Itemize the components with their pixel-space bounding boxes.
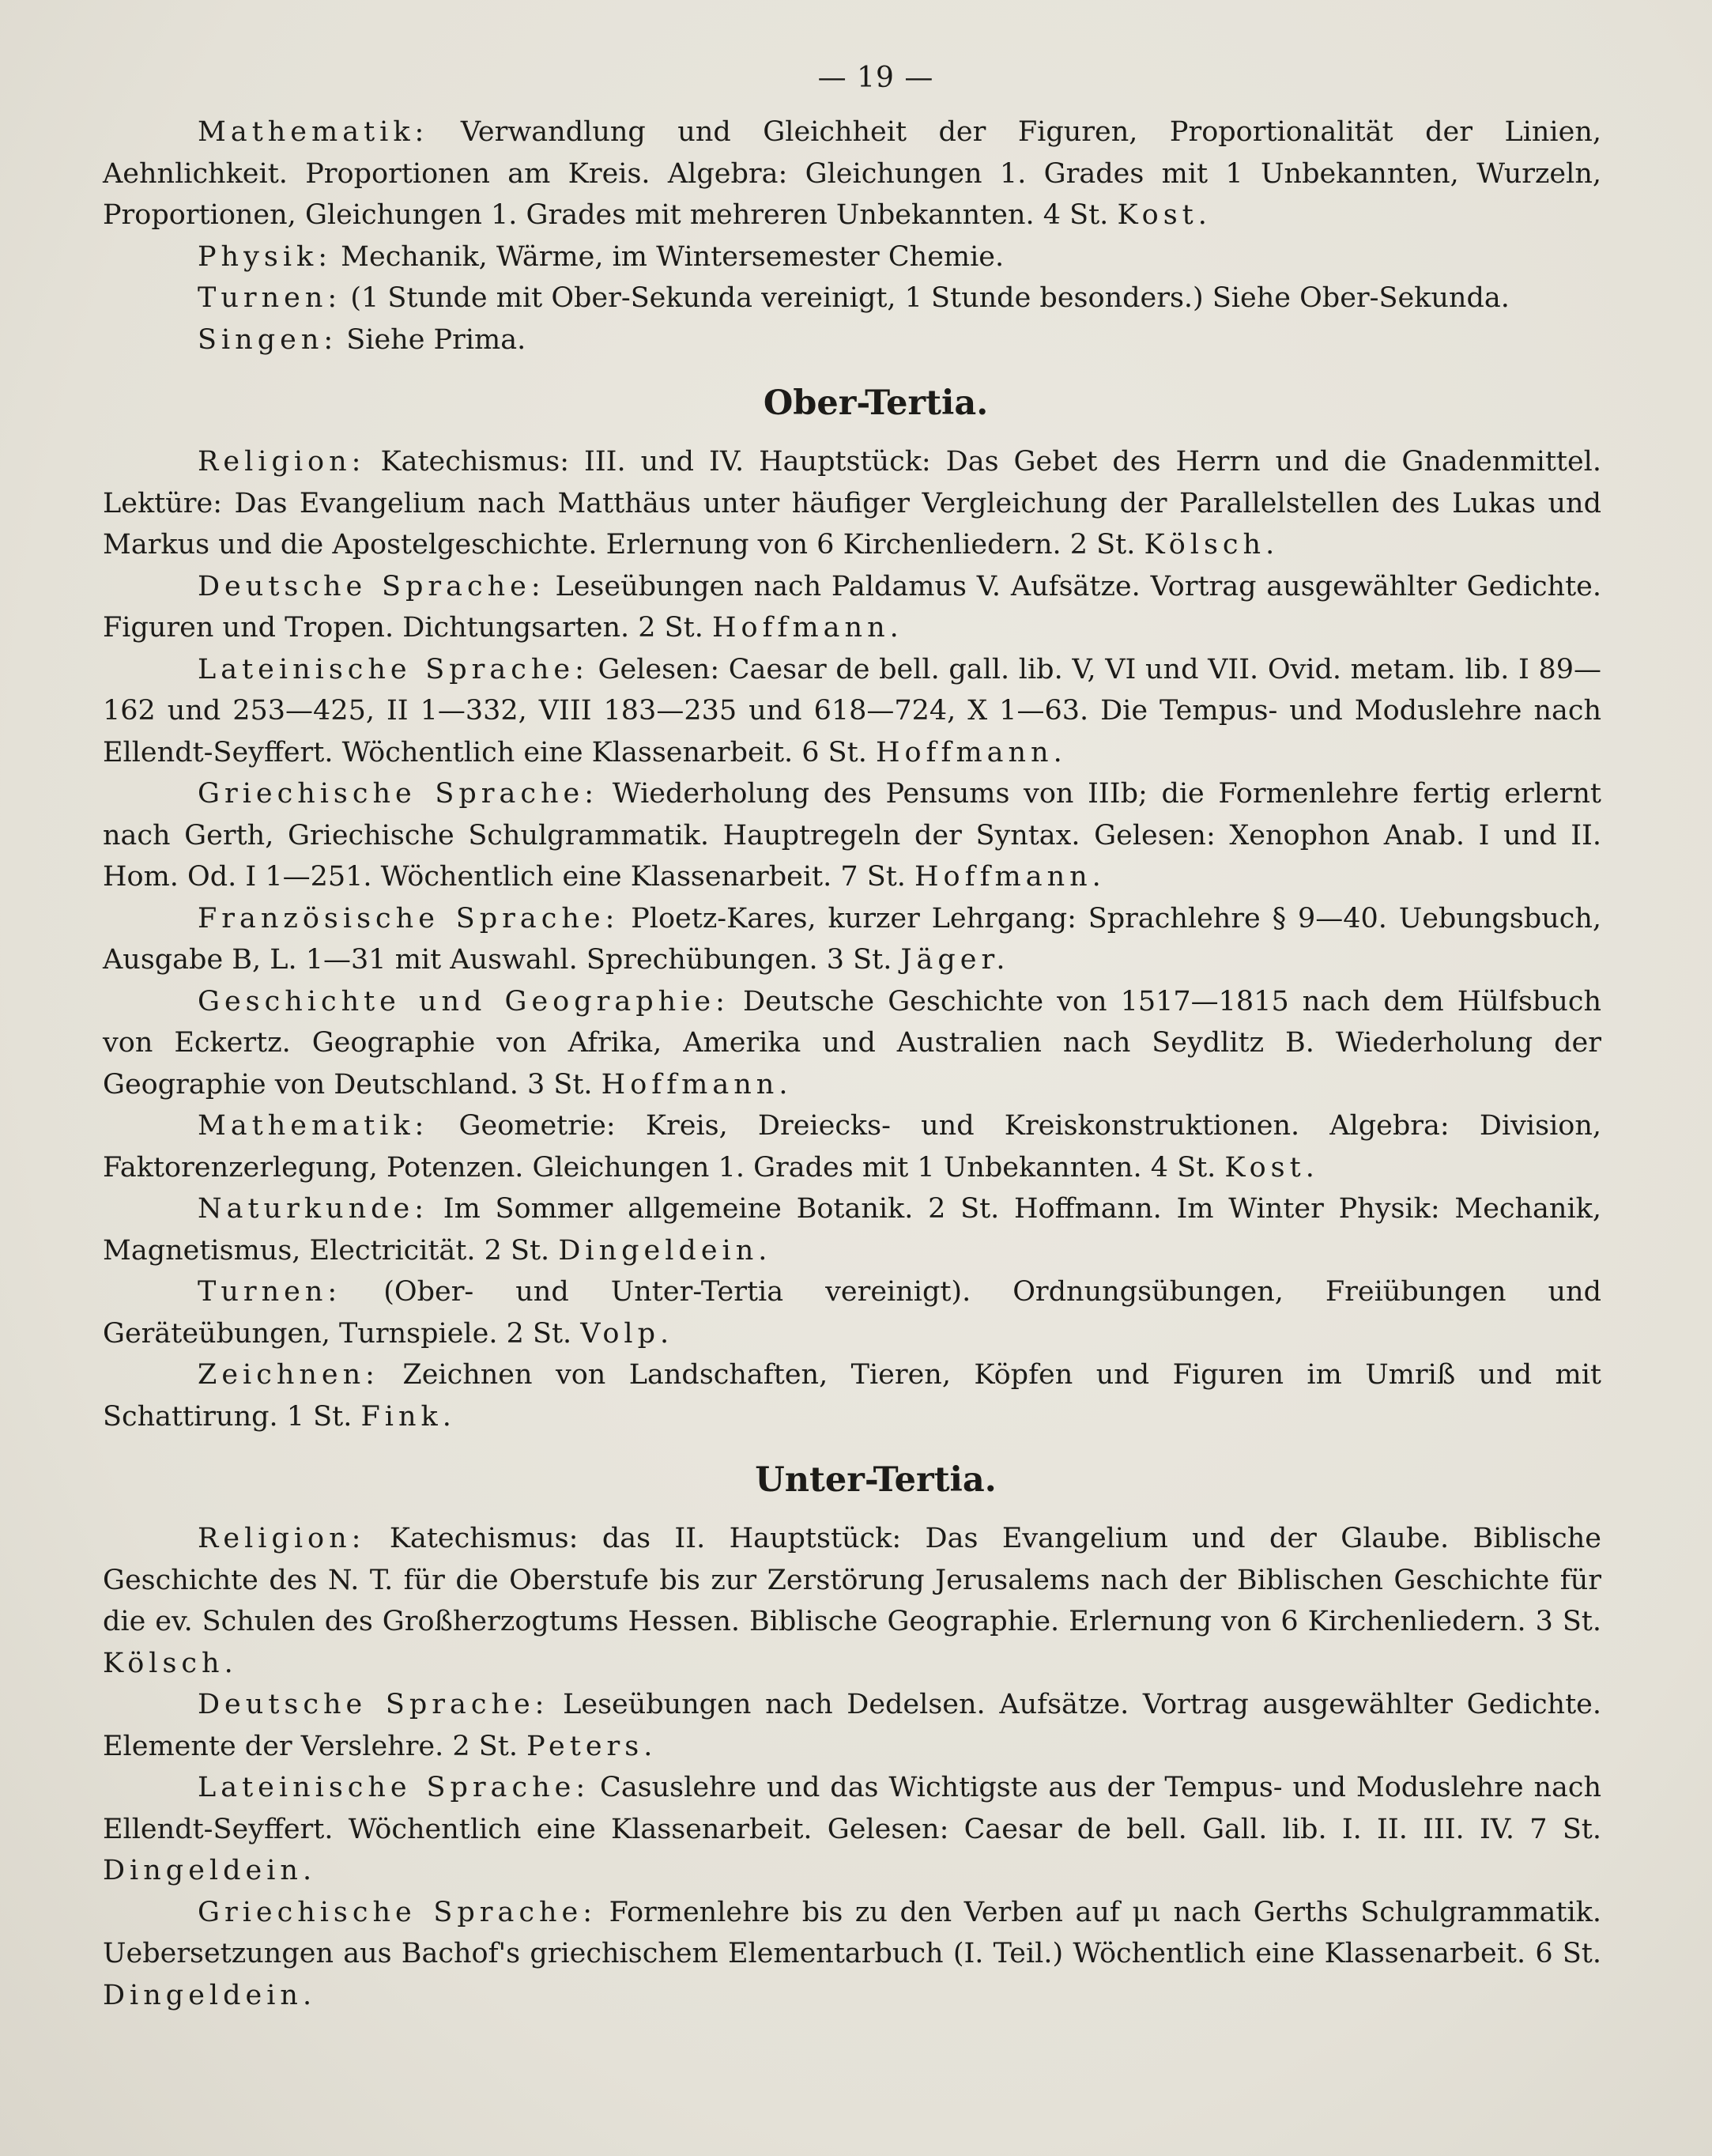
- teacher-name: Dingeldein.: [103, 1979, 317, 2011]
- subject-entry-franzoesisch: [103, 898, 1601, 981]
- subject-text: Zeichnen von Landschaften, Tieren, Köpfen und Figuren im Umriß und mit Schattirung. 1 St.: [103, 1359, 1601, 1433]
- subject-name: Lateinische Sprache:: [198, 1772, 590, 1803]
- subject-entry-griechisch: [103, 773, 1601, 898]
- teacher-name: Volp.: [580, 1317, 674, 1350]
- subject-entry-latein: [103, 649, 1601, 774]
- subject-text: Katechismus: das II. Hauptstück: Das Evangelium und der Glaube. Biblische Geschichte des N. T. für die Oberstufe bis zur Zerstörung Jerusalems nach der Biblischen Geschichte für die ev. Schulen des Großherzogtums Hessen. Biblische Geographie. Erlernung von 6 Kirchenliedern. 3 St.: [103, 1523, 1601, 1637]
- subject-entry-singen: [103, 319, 1601, 361]
- page-number: — 19 —: [817, 62, 934, 94]
- subject-entry-latein: [103, 1767, 1601, 1892]
- subject-name: Deutsche Sprache:: [198, 570, 545, 602]
- teacher-name: Kölsch.: [103, 1647, 238, 1679]
- subject-text: Siehe Prima.: [337, 323, 526, 356]
- subject-text: Wiederholung des Pensums von IIIb; die Formenlehre fertig erlernt nach Gerth, Griechische Schulgrammatik. Hauptregeln der Syntax. Gelesen: Xenophon Anab. I und II. Hom. Od. I 1—251. Wöchentlich eine Klassenarbeit. 7 St.: [103, 778, 1601, 893]
- teacher-name: Jäger.: [900, 944, 1010, 976]
- subject-entry-deutsch: [103, 1684, 1601, 1767]
- teacher-name: Dingeldein.: [103, 1855, 317, 1886]
- subject-entry-deutsch: [103, 566, 1601, 649]
- subject-entry-religion: [103, 1518, 1601, 1684]
- subject-entry-religion: [103, 441, 1601, 566]
- teacher-name: Hoffmann.: [875, 736, 1067, 768]
- subject-entry-mathematik: [103, 1105, 1601, 1188]
- subject-name: Turnen:: [198, 282, 342, 314]
- subject-name: Religion:: [198, 446, 366, 478]
- teacher-name: Kost.: [1224, 1151, 1319, 1184]
- teacher-name: Hoffmann.: [601, 1068, 793, 1101]
- teacher-name: Fink.: [360, 1400, 456, 1433]
- teacher-name: Dingeldein.: [558, 1234, 772, 1267]
- teacher-name: Peters.: [526, 1730, 658, 1762]
- subject-entry-griechisch: [103, 1892, 1601, 2017]
- subject-entry-mathematik: [103, 111, 1601, 236]
- subject-text: Leseübungen nach Paldamus V. Aufsätze. Vortrag ausgewählter Gedichte. Figuren und Tropen. Dichtungsarten. 2 St.: [103, 570, 1601, 644]
- subject-entry-turnen: [103, 1271, 1601, 1354]
- teacher-name: Hoffmann.: [711, 612, 903, 644]
- subject-entry-turnen: [103, 278, 1601, 319]
- subject-entry-naturkunde: [103, 1188, 1601, 1271]
- teacher-name: Kölsch.: [1144, 529, 1280, 561]
- section-heading-unter-tertia: Unter-Tertia.: [755, 1460, 997, 1500]
- subject-name: Lateinische Sprache:: [198, 653, 589, 685]
- subject-text: Leseübungen nach Dedelsen. Aufsätze. Vortrag ausgewählter Gedichte. Elemente der Verslehre. 2 St.: [103, 1689, 1601, 1762]
- subject-text: (1 Stunde mit Ober-Sekunda vereinigt, 1 Stunde besonders.) Siehe Ober-Sekunda.: [341, 282, 1510, 314]
- subject-name: Französische Sprache:: [198, 902, 620, 935]
- subject-text: (Ober- und Unter-Tertia vereinigt). Ordnungsübungen, Freiübungen und Geräteübungen, Turnspiele. 2 St.: [103, 1276, 1601, 1350]
- subject-text: Casuslehre und das Wichtigste aus der Tempus- und Moduslehre nach Ellendt-Seyffert. Wöchentlich eine Klassenarbeit. Gelesen: Caesar de bell. Gall. lib. I. II. III. IV. 7 St.: [103, 1772, 1602, 1845]
- subject-name: Zeichnen:: [198, 1359, 379, 1391]
- subject-text: Katechismus: III. und IV. Hauptstück: Das Gebet des Herrn und die Gnadenmittel. Lektüre: Das Evangelium nach Matthäus unter häufiger Vergleichung der Parallelstellen des Lukas und Markus und die Apostelgeschichte. Erlernung von 6 Kirchenliedern. 2 St.: [103, 446, 1601, 561]
- subject-text: Verwandlung und Gleichheit der Figuren, Proportionalität der Linien, Aehnlichkeit. Proportionen am Kreis. Algebra: Gleichungen 1. Grades mit 1 Unbekannten, Wurzeln, Proportionen, Gleichungen 1. Grades mit mehreren Unbekannten. 4 St.: [103, 116, 1601, 231]
- section-heading-ober-tertia: Ober-Tertia.: [763, 383, 989, 423]
- subject-entry-zeichnen: [103, 1354, 1601, 1437]
- subject-name: Naturkunde:: [198, 1193, 429, 1225]
- subject-entry-physik: [103, 236, 1601, 278]
- subject-entry-geschichte: [103, 981, 1601, 1106]
- subject-name: Deutsche Sprache:: [198, 1689, 549, 1720]
- subject-name: Turnen:: [198, 1276, 342, 1308]
- subject-name: Mathematik:: [198, 116, 429, 148]
- teacher-name: Hoffmann.: [914, 861, 1106, 893]
- subject-text: Geometrie: Kreis, Dreiecks- und Kreiskonstruktionen. Algebra: Division, Faktorenzerlegung, Potenzen. Gleichungen 1. Grades mit 1 Unbekannten. 4 St.: [103, 1110, 1601, 1184]
- subject-name: Physik:: [198, 240, 333, 273]
- subject-name: Griechische Sprache:: [198, 1896, 597, 1928]
- subject-text: Formenlehre bis zu den Verben auf μι nach Gerths Schulgrammatik. Uebersetzungen aus Bachof's griechischem Elementarbuch (I. Teil.) Wöchentlich eine Klassenarbeit. 6 St.: [103, 1896, 1601, 1969]
- subject-name: Griechische Sprache:: [198, 778, 599, 810]
- subject-text: Mechanik, Wärme, im Wintersemester Chemie.: [332, 240, 1005, 273]
- subject-name: Singen:: [198, 323, 338, 356]
- subject-text: Ploetz-Kares, kurzer Lehrgang: Sprachlehre § 9—40. Uebungsbuch, Ausgabe B, L. 1—31 mit Auswahl. Sprechübungen. 3 St.: [103, 902, 1602, 976]
- subject-name: Religion:: [198, 1523, 366, 1554]
- subject-name: Mathematik:: [198, 1110, 429, 1142]
- subject-name: Geschichte und Geographie:: [198, 985, 730, 1018]
- subject-text: Gelesen: Caesar de bell. gall. lib. V, VI und VII. Ovid. metam. lib. I 89—162 und 253—425, II 1—332, VIII 183—235 und 618—724, X 1—63. Die Tempus- und Moduslehre nach Ellendt-Seyffert. Wöchentlich eine Klassenarbeit. 6 St.: [103, 653, 1601, 768]
- teacher-name: Kost.: [1117, 199, 1212, 231]
- subject-text: Im Sommer allgemeine Botanik. 2 St. Hoffmann. Im Winter Physik: Mechanik, Magnetismus, Electricität. 2 St.: [103, 1193, 1601, 1267]
- subject-text: Deutsche Geschichte von 1517—1815 nach dem Hülfsbuch von Eckertz. Geographie von Afrika, Amerika und Australien nach Seydlitz B. Wiederholung der Geographie von Deutschland. 3 St.: [103, 985, 1602, 1101]
